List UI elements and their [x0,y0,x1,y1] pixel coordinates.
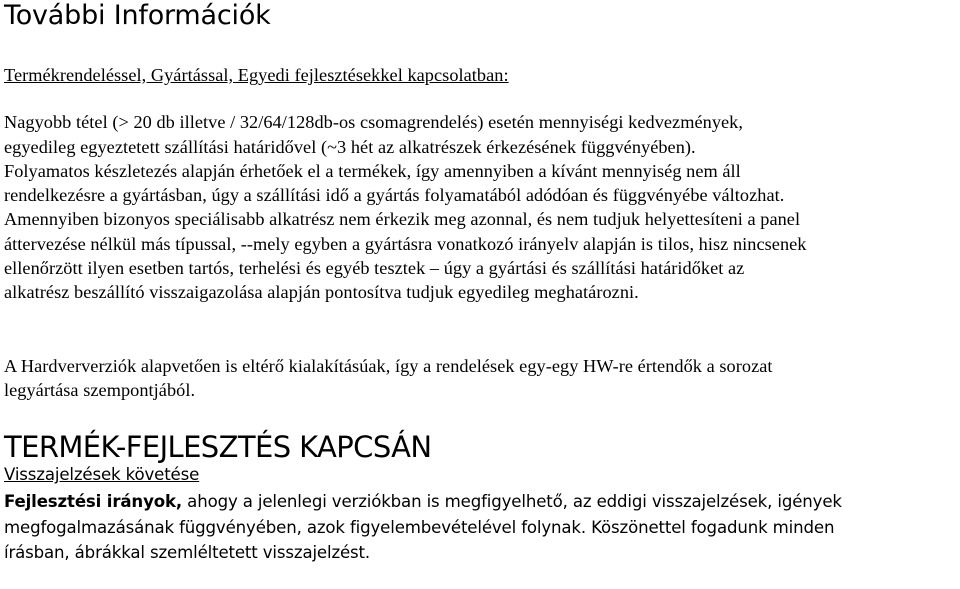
paragraph-line: A Hardververziók alapvetően is eltérő kialakításúak, így a rendelések egy-egy HW-re értendők a sorozat [4,355,773,376]
paragraph-line: alkatrész beszállító visszaigazolása alapján pontosítva tudjuk egyedileg meghatározni. [4,282,639,303]
document-page [4,0,956,566]
section-subtitle-ordering: Termékrendeléssel, Gyártással, Egyedi fejlesztésekkel kapcsolatban: [4,65,509,85]
paragraph-line: Amennyiben bizonyos speciálisabb alkatrész nem érkezik meg azonnal, és nem tudjuk helyettesíteni a panel [4,209,801,230]
paragraph-line: legyártása szempontjából. [4,379,196,400]
paragraph-hardware-versions [4,354,956,403]
section-heading-development: TERMÉK-FEJLESZTÉS KAPCSÁN [4,430,432,465]
paragraph-line: megfogalmazásának függvényében, azok figyelembevételével folynak. Köszönettel fogadunk minden [4,517,835,537]
paragraph-line: Folyamatos készletezés alapján érhetőek el a termékek, így amennyiben a kívánt mennyiség nem áll [4,160,741,181]
paragraph-line: Nagyobb tétel (> 20 db illetve / 32/64/128db-os csomagrendelés) esetén mennyiségi kedvezmények, [4,112,743,133]
paragraph-line-rest: ahogy a jelenlegi verziókban is megfigyelhető, az eddigi visszajelzések, igények [182,492,842,512]
paragraph-line: rendelkezésre a gyártásban, úgy a szállítási idő a gyártás folyamatából adódóan és függvényébe változhat. [4,185,785,206]
paragraph-line: áttervezése nélkül más típussal, --mely egyben a gyártásra vonatkozó irányelv alapján is tilos, hisz nincsenek [4,233,807,254]
paragraph-development-directions [4,489,956,566]
paragraph-line: írásban, ábrákkal szemléltetett visszajelzést. [4,543,371,563]
paragraph-ordering-info [4,110,956,304]
paragraph-line [4,489,956,515]
paragraph-line: egyedileg egyeztetett szállítási határidővel (~3 hét az alkatrészek érkezésének függvényében). [4,136,696,157]
section-subtitle-feedback: Visszajelzések követése [4,465,200,485]
bold-lead-text: Fejlesztési irányok, [4,492,183,512]
paragraph-line: ellenőrzött ilyen esetben tartós, terhelési és egyéb tesztek – úgy a gyártási és szállítási határidőket az [4,258,745,279]
page-title: További Információk [4,0,271,31]
